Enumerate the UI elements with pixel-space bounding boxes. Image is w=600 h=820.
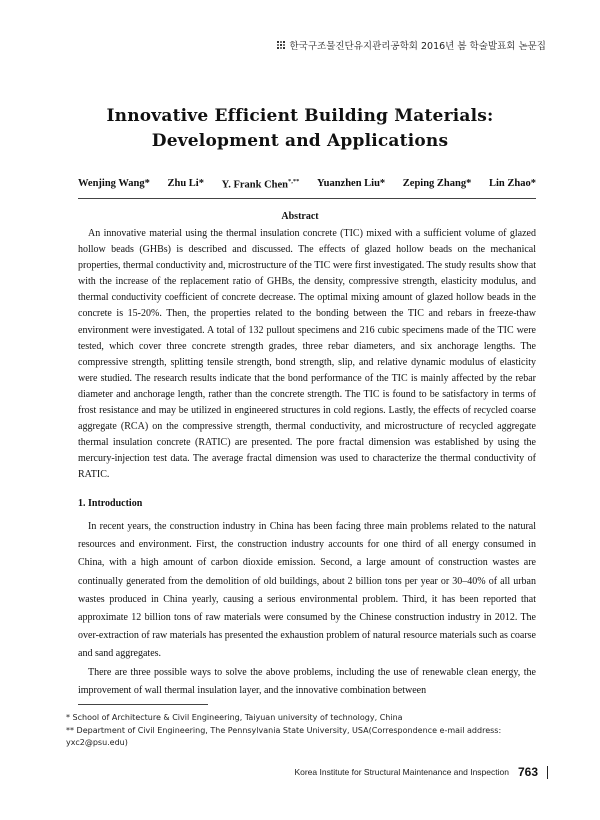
title-line-1: Innovative Efficient Building Materials: — [106, 106, 494, 126]
author: Yuanzhen Liu* — [316, 178, 386, 189]
author: Zeping Zhang* — [402, 178, 472, 189]
footnote: * School of Architecture & Civil Engineering, Taiyuan university of technology, China — [66, 713, 403, 722]
author: Wenjing Wang* — [78, 178, 150, 189]
proceedings-title: 한국구조물진단유지관리공학회 2016년 봄 학술발표회 논문집 — [289, 41, 546, 52]
author-divider — [78, 198, 536, 199]
author: Y. Frank Chen*,** — [221, 178, 300, 191]
abstract-heading: Abstract — [281, 211, 319, 222]
body-paragraph: There are three possible ways to solve the above problems, including the use of renewable clean energy, the improvement of wall thermal insulation layer, and the innovative combination between — [78, 667, 536, 697]
page-number: 763 — [517, 765, 538, 779]
author: Zhu Li* — [167, 178, 204, 189]
abstract-text: An innovative material using the thermal insulation concrete (TIC) mixed with a sufficient volume of glazed hollow beads (GHBs) is described and discussed. The effects of glazed hollow beads on the mechanical properties, thermal conductivity and, microstructure of the TIC were first investigated. The study results show that with the increase of the replacement ratio of GHBs, the density, compressive strength, elasticity modulus, and thermal conductivity coefficient of concrete decrease. The optimal mixing amount of glazed hollow beads in the concrete is 15-20%. Then, the properties related to the bonding between the TIC and rebars in freeze-thaw environment were investigated. A total of 132 pullout specimens and 216 cubic specimens made of the TIC were tested, which cover three concrete strength grades, three rebar diameters, and six anchorage lengths. The compressive strength, splitting tensile strength, bond strength, slip, and relative dynamic modulus of elasticity were studied. The research results indicate that the bond performance of the TIC is mainly affected by the rebar diameter and anchorage length, rather than the concrete strength. The TIC is found to be satisfactory in terms of frost resistance and may be utilized in engineered structures in cold regions. Lastly, the effects of recycled coarse aggregate (RCA) on the compressive strength, thermal conductivity, and microstructure of recycled aggregate thermal insulation concrete (RATIC) are presented. The pore fractal dimension was established by using the mercury-injection test data. The average fractal dimension was used to characterize the thermal conductivity of RATIC. — [78, 228, 536, 481]
section-heading-introduction: 1. Introduction — [78, 498, 143, 509]
author: Lin Zhao* — [488, 178, 536, 189]
page-footer — [294, 765, 548, 779]
author-list — [78, 178, 536, 191]
footnote: ** Department of Civil Engineering, The Pennsylvania State University, USA(Correspondence e-mail address: yxc2@psu.edu) — [66, 726, 502, 747]
paper-title — [0, 104, 600, 154]
footnote-divider — [78, 704, 208, 705]
footer-organization: Korea Institute for Structural Maintenance and Inspection — [294, 767, 509, 777]
proceedings-header — [277, 38, 546, 52]
grid-dots-icon — [277, 41, 285, 49]
footer-divider — [547, 766, 548, 779]
body-paragraph: In recent years, the construction industry in China has been facing three main problems related to the natural resources and environment. First, the construction industry accounts for one third of all energy consumed in China, with a high amount of carbon dioxide emission. Second, a large amount of construction wastes are continually generated from the demolition of old buildings, about 2 billion tons per year or 30–40% of all urban wastes produced in China yearly, causing a serious environmental problem. Third, it has been reported that approximate 12 billion tons of raw materials were consumed by the Chinese construction industry in 2012. The over-extraction of raw materials has presented the exhaustion problem of natural resource materials such as coarse and sand aggregates. — [78, 521, 536, 660]
title-line-2: Development and Applications — [151, 131, 449, 151]
